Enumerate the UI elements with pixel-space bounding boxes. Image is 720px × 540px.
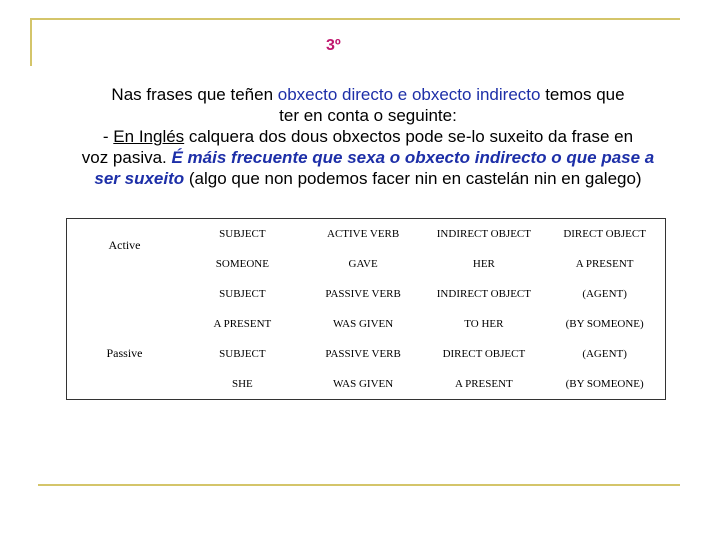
table-cell: A PRESENT bbox=[213, 318, 272, 330]
table-cell: TO HER bbox=[464, 318, 504, 330]
table-cell: INDIRECT OBJECT bbox=[436, 288, 531, 300]
passive-label: Passive bbox=[106, 345, 143, 360]
table-cell: SOMEONE bbox=[215, 258, 269, 270]
slide-number: 3º bbox=[326, 37, 341, 54]
intro-line-2: ter en conta o seguinte: bbox=[279, 106, 457, 125]
table-cell: INDIRECT OBJECT bbox=[436, 228, 531, 240]
table-cell: HER bbox=[472, 258, 495, 270]
emphasis-text-end: ser suxeito bbox=[94, 169, 185, 188]
table-cell: WAS GIVEN bbox=[333, 378, 394, 390]
table-cell: DIRECT OBJECT bbox=[442, 348, 526, 360]
table-cell: SHE bbox=[231, 378, 253, 390]
table-cell: WAS GIVEN bbox=[333, 318, 394, 330]
table-cell: SUBJECT bbox=[219, 228, 266, 240]
emphasis-text: É máis frecuente que sexa o obxecto indirecto o que pase a bbox=[171, 148, 655, 167]
intro-paragraph bbox=[62, 84, 674, 189]
table-cell: (AGENT) bbox=[582, 288, 627, 300]
voice-table bbox=[66, 218, 666, 400]
table-cell: GAVE bbox=[348, 258, 378, 270]
table-cell: A PRESENT bbox=[454, 378, 513, 390]
table-row bbox=[67, 219, 665, 249]
active-label: Active bbox=[108, 237, 141, 252]
table-cell: ACTIVE VERB bbox=[327, 228, 400, 240]
table-cell: SUBJECT bbox=[219, 288, 266, 300]
table-cell: A PRESENT bbox=[575, 258, 634, 270]
table-cell: DIRECT OBJECT bbox=[563, 228, 646, 240]
intro-line-3: - En Inglés calquera dos dous obxectos pode se-lo suxeito da frase en bbox=[102, 127, 634, 146]
bottom-rule bbox=[38, 484, 680, 486]
underlined-en-ingles: En Inglés bbox=[113, 127, 185, 146]
table-cell: (BY SOMEONE) bbox=[565, 378, 644, 390]
table-row bbox=[67, 279, 665, 309]
table-cell: SUBJECT bbox=[219, 348, 266, 360]
highlight-objects: obxecto directo e obxecto indirecto bbox=[277, 85, 541, 104]
left-rule bbox=[30, 18, 32, 66]
table-cell: PASSIVE VERB bbox=[325, 288, 401, 300]
intro-line-4: voz pasiva. É máis frecuente que sexa o obxecto indirecto o que pase a bbox=[81, 148, 655, 167]
top-rule bbox=[30, 18, 680, 20]
intro-line-5: ser suxeito (algo que non podemos facer nin en castelán nin en galego) bbox=[94, 169, 642, 188]
intro-line-1: Nas frases que teñen obxecto directo e obxecto indirecto temos que bbox=[111, 85, 625, 104]
table-cell: (AGENT) bbox=[582, 348, 627, 360]
table-cell: PASSIVE VERB bbox=[325, 348, 401, 360]
table-cell: (BY SOMEONE) bbox=[565, 318, 644, 330]
